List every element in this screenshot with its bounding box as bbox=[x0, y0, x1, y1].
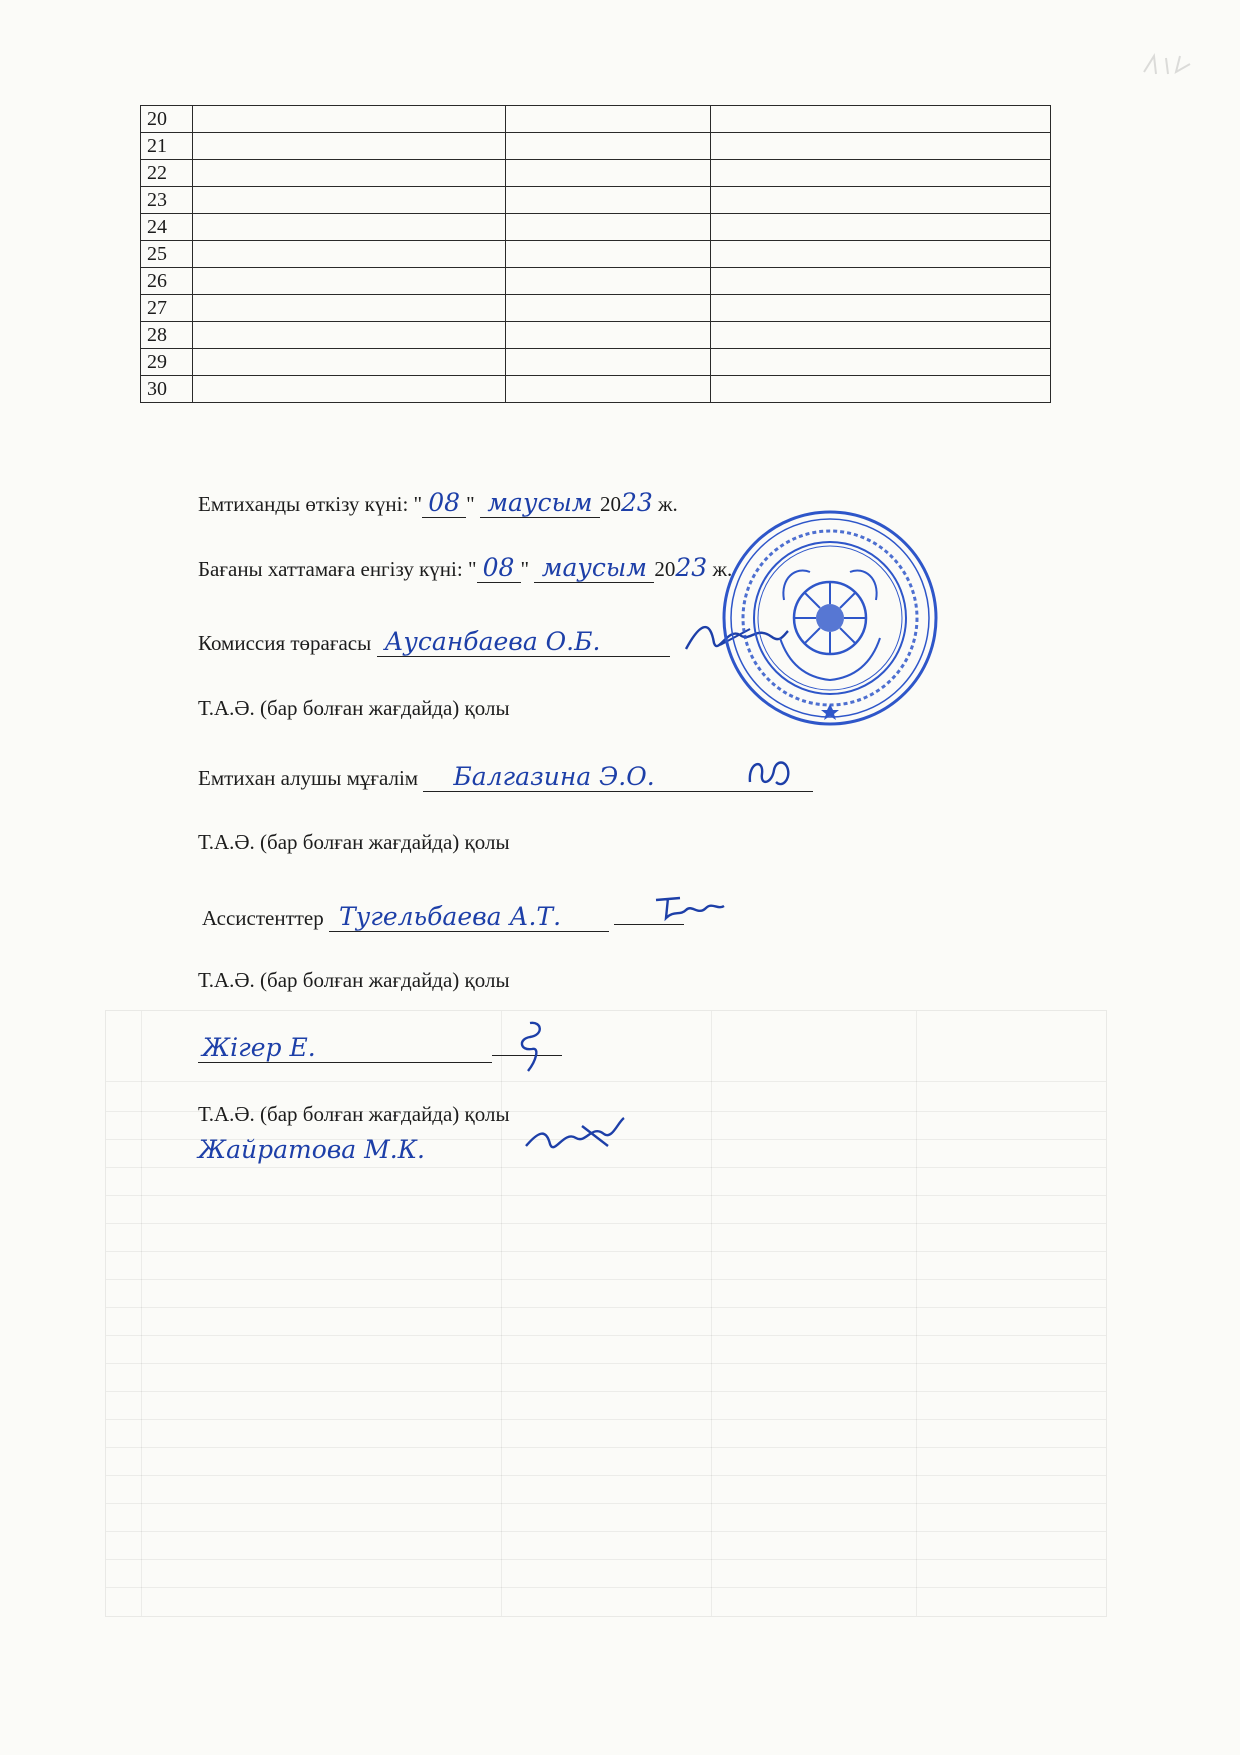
row-number: 28 bbox=[141, 322, 193, 349]
empty-cell bbox=[193, 106, 506, 133]
assistants-label: Ассистенттер bbox=[202, 906, 324, 930]
row-number: 29 bbox=[141, 349, 193, 376]
empty-cell bbox=[506, 295, 711, 322]
row-number: 21 bbox=[141, 133, 193, 160]
grade-date-line bbox=[198, 553, 732, 583]
grade-date-year-suffix: 23 bbox=[675, 553, 708, 582]
grade-date-label: Бағаны хаттамаға енгізу күні: " bbox=[198, 557, 477, 581]
exam-date-year-prefix: 20 bbox=[599, 492, 621, 516]
grade-date-month: маусым bbox=[534, 553, 654, 583]
empty-cell bbox=[193, 295, 506, 322]
table-row bbox=[141, 322, 1051, 349]
table-row bbox=[141, 214, 1051, 241]
empty-cell bbox=[506, 187, 711, 214]
empty-cell bbox=[711, 241, 1051, 268]
empty-cell bbox=[711, 376, 1051, 403]
assistant-1-name: Тугельбаева А.Т. bbox=[329, 902, 609, 932]
chairman-caption: Т.А.Ә. (бар болған жағдайда) қолы bbox=[198, 696, 510, 720]
exam-date-label: Емтиханды өткізу күні: " bbox=[198, 492, 423, 516]
students-table bbox=[140, 105, 1051, 403]
row-number: 27 bbox=[141, 295, 193, 322]
row-number: 23 bbox=[141, 187, 193, 214]
empty-cell bbox=[711, 106, 1051, 133]
row-number: 20 bbox=[141, 106, 193, 133]
empty-cell bbox=[506, 268, 711, 295]
assistant-1-signature bbox=[650, 888, 730, 928]
exam-date-suffix: ж. bbox=[652, 492, 678, 516]
empty-cell bbox=[711, 160, 1051, 187]
empty-cell bbox=[193, 322, 506, 349]
empty-cell bbox=[193, 187, 506, 214]
row-number: 30 bbox=[141, 376, 193, 403]
row-number: 24 bbox=[141, 214, 193, 241]
empty-cell bbox=[711, 214, 1051, 241]
empty-cell bbox=[193, 376, 506, 403]
examiner-signature bbox=[742, 752, 802, 792]
table-row bbox=[141, 160, 1051, 187]
empty-cell bbox=[711, 322, 1051, 349]
empty-cell bbox=[711, 133, 1051, 160]
empty-cell bbox=[193, 241, 506, 268]
table-row bbox=[141, 133, 1051, 160]
empty-cell bbox=[506, 133, 711, 160]
grade-date-year-prefix: 20 bbox=[654, 557, 676, 581]
table-row bbox=[141, 349, 1051, 376]
empty-cell bbox=[506, 214, 711, 241]
grade-date-day: 08 bbox=[477, 553, 521, 583]
empty-cell bbox=[506, 106, 711, 133]
table-row bbox=[141, 241, 1051, 268]
examiner-line bbox=[198, 762, 813, 792]
empty-cell bbox=[193, 268, 506, 295]
official-seal bbox=[720, 508, 940, 728]
assistant-3-name: Жайратова М.К. bbox=[198, 1135, 426, 1164]
row-number: 25 bbox=[141, 241, 193, 268]
empty-cell bbox=[711, 349, 1051, 376]
table-row bbox=[141, 187, 1051, 214]
empty-cell bbox=[193, 349, 506, 376]
empty-cell bbox=[506, 241, 711, 268]
exam-date-quote: " bbox=[466, 492, 480, 516]
empty-cell bbox=[711, 295, 1051, 322]
table-row bbox=[141, 376, 1051, 403]
chairman-line bbox=[198, 627, 670, 657]
assistants-line bbox=[202, 902, 684, 932]
examiner-caption: Т.А.Ә. (бар болған жағдайда) қолы bbox=[198, 830, 510, 854]
row-number: 26 bbox=[141, 268, 193, 295]
corner-scribble bbox=[1140, 50, 1200, 88]
empty-cell bbox=[193, 214, 506, 241]
chairman-name: Аусанбаева О.Б. bbox=[377, 627, 670, 657]
empty-cell bbox=[193, 160, 506, 187]
empty-cell bbox=[711, 187, 1051, 214]
assistant-2-name: Жігер Е. bbox=[198, 1033, 492, 1063]
exam-date-day: 08 bbox=[422, 488, 466, 518]
row-number: 22 bbox=[141, 160, 193, 187]
empty-cell bbox=[506, 349, 711, 376]
exam-date-year-suffix: 23 bbox=[620, 488, 653, 517]
exam-date-line bbox=[198, 488, 678, 518]
chairman-label: Комиссия төрағасы bbox=[198, 631, 372, 655]
assistant-2-signature bbox=[500, 1015, 560, 1075]
assistant-3-signature bbox=[520, 1112, 630, 1162]
empty-cell bbox=[506, 322, 711, 349]
table-row bbox=[141, 268, 1051, 295]
exam-date-month: маусым bbox=[480, 488, 600, 518]
empty-cell bbox=[506, 376, 711, 403]
table-row bbox=[141, 295, 1051, 322]
examiner-name: Балгазина Э.О. bbox=[423, 762, 813, 792]
table-row bbox=[141, 106, 1051, 133]
assistant-1-caption: Т.А.Ә. (бар болған жағдайда) қолы bbox=[198, 968, 510, 992]
grade-date-quote: " bbox=[520, 557, 535, 581]
examiner-label: Емтихан алушы мұғалім bbox=[198, 766, 419, 790]
empty-cell bbox=[711, 268, 1051, 295]
grade-date-suffix: ж. bbox=[707, 557, 733, 581]
empty-cell bbox=[506, 160, 711, 187]
empty-cell bbox=[193, 133, 506, 160]
assistant-2-caption: Т.А.Ә. (бар болған жағдайда) қолы bbox=[198, 1102, 510, 1126]
